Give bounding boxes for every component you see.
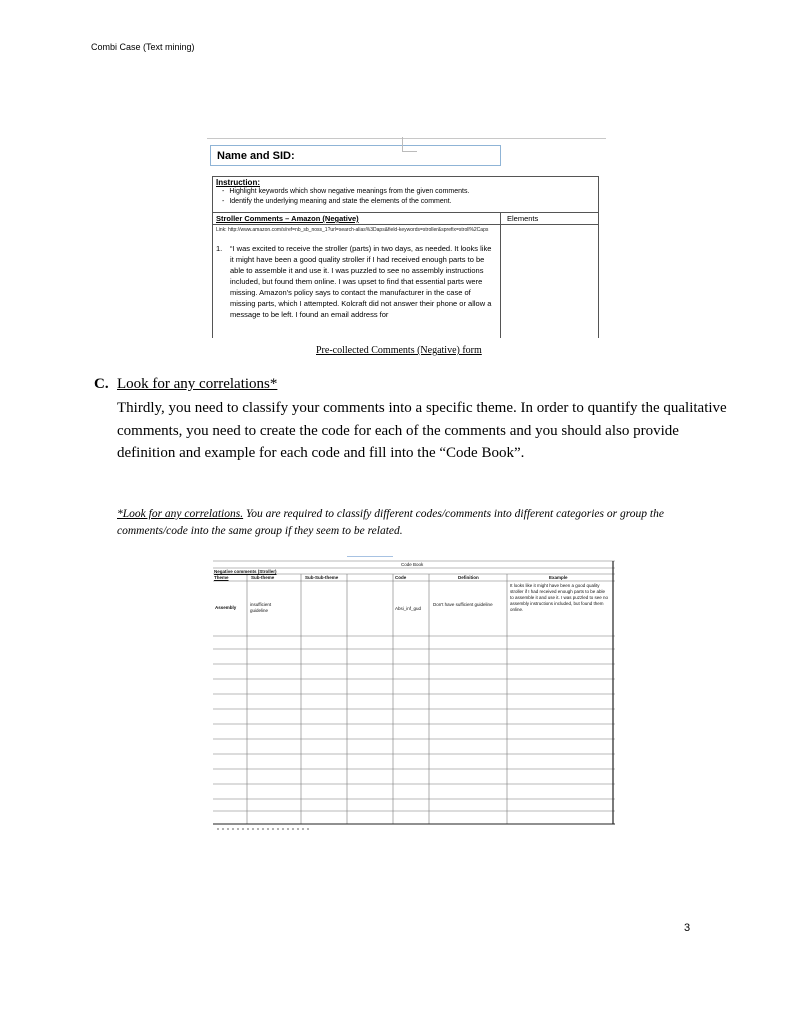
comments-column-header: Stroller Comments – Amazon (Negative) [216, 214, 359, 223]
row-sub-theme: insufficient guideline [250, 602, 272, 613]
comment-text: “I was excited to receive the stroller (parts) in two days, as needed. It looks like it might have been a good quality stroller if I had received enough parts to be able to assemble it and use it. I was puzzled to see no assembly instructions included, but found them online. I was upset to find that essential parts were missing. Amazon's policy says to contact the manufacturer in the case of missing parts, which I attempted. Kolcraft did not answer their phone or allow a message to be left. I found an email address for [230, 244, 492, 319]
comment-number: 1. [216, 244, 223, 253]
instruction-item: - Highlight keywords which show negative meanings from the given comments. [216, 187, 595, 197]
section-title: Look for any correlations* [117, 376, 278, 392]
col-sub-theme: Sub-theme [251, 575, 275, 580]
page-corner-mark [402, 137, 417, 152]
row-definition: Don't have sufficient guideline [433, 602, 493, 607]
col-code: Code [395, 575, 407, 580]
code-book-group-label: Negative comments (Stroller) [214, 569, 277, 574]
section-label: C. [94, 376, 109, 392]
form-header-row [213, 213, 598, 225]
column-divider [500, 213, 501, 338]
amazon-link: Link: http://www.amazon.com/s/ref=nb_sb_noss_1?url=search-alias%3Daps&field-keywords=stroller&sprefix=stroll%2Caps [216, 227, 489, 233]
footnote-text: You are required to classify different codes/comments into different categories or group the comments/code into the same group if they seem to be related. [117, 508, 664, 537]
col-definition: Definition [458, 575, 479, 580]
elements-column-header: Elements [507, 214, 539, 223]
code-book-title: Code Book [401, 562, 424, 567]
col-sub-sub-theme: Sub-Sub-theme [305, 575, 339, 580]
row-example: It looks like it might have been a good quality stroller if I had received enough parts to be able to assemble it and use it. I was puzzled to see no assembly instructions included, but found them online. [510, 583, 609, 612]
section-body: Thirdly, you need to classify your comments into a specific theme. In order to quantify the qualitative comments, you need to create the code for each of the comments and you should also provide definition and example for each code and fill into the “Code Book”. [117, 400, 727, 461]
form-caption: Pre-collected Comments (Negative) form [316, 345, 482, 356]
page-header: Combi Case (Text mining) [91, 42, 195, 52]
comments-form-table [212, 176, 599, 338]
footnote-lead: *Look for any correlations. [117, 508, 244, 520]
col-example: Example [549, 575, 568, 580]
name-sid-field: Name and SID: [210, 145, 501, 166]
row-theme: Assembly [215, 605, 237, 610]
code-book-image [213, 556, 615, 832]
instruction-title: Instruction: [216, 178, 260, 187]
comments-form-image [207, 138, 606, 338]
row-code: Absi_inf_gud [395, 606, 422, 611]
instruction-block [213, 177, 598, 213]
instruction-item: - Identify the underlying meaning and state the elements of the comment. [216, 197, 595, 207]
footnote [117, 506, 727, 540]
page-number: 3 [684, 922, 691, 934]
comment-item [216, 243, 494, 320]
col-theme: Theme [214, 575, 229, 580]
